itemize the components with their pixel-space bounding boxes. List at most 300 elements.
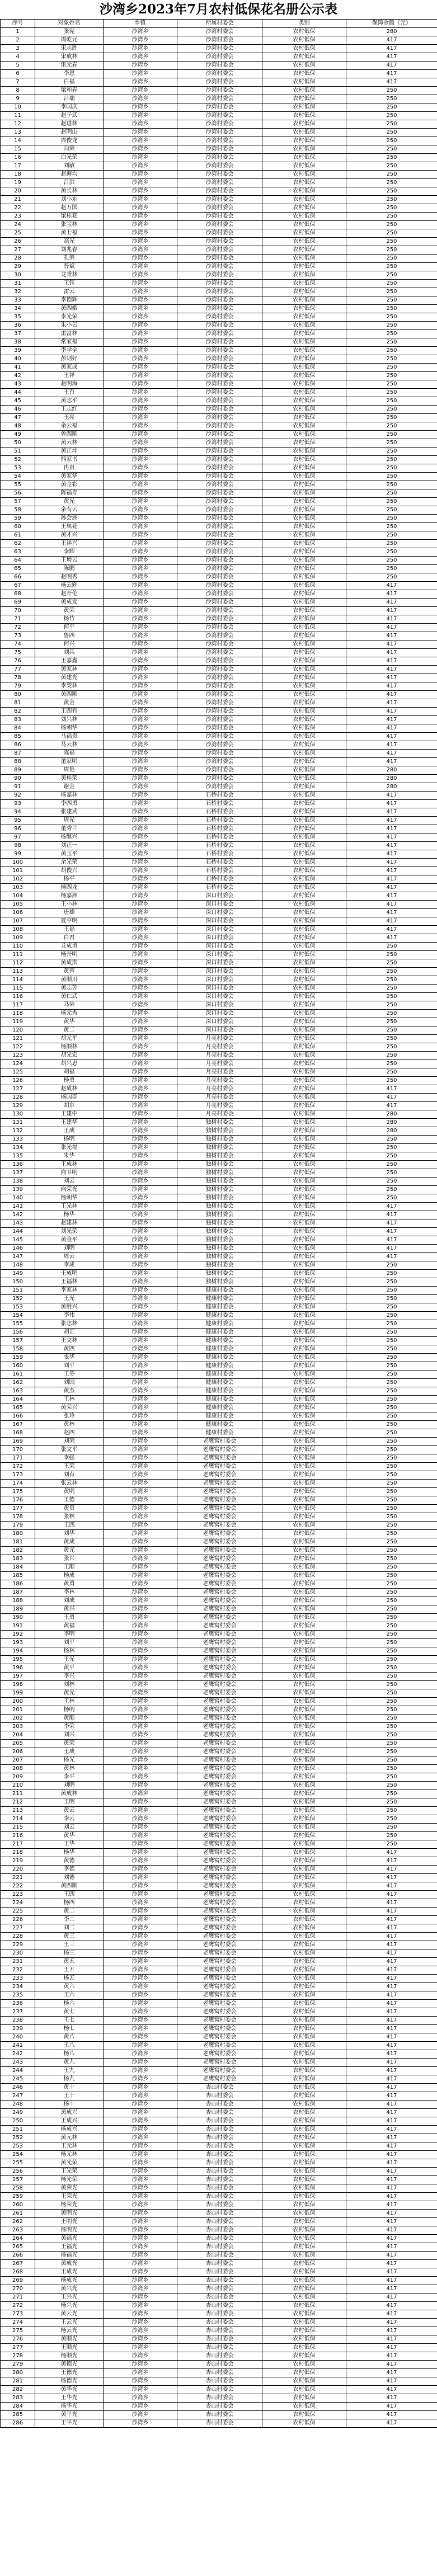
cell-amount: 417 (346, 2134, 437, 2142)
cell-village: 杏山村委会 (177, 2101, 262, 2109)
table-row (1, 1228, 437, 1236)
table-row (1, 1396, 437, 1404)
table-row (1, 473, 437, 481)
table-row (1, 624, 437, 632)
cell-name: 刘明 (35, 1782, 104, 1790)
table-row (1, 2277, 437, 2285)
table-row (1, 708, 437, 716)
cell-township: 沙湾乡 (104, 1798, 177, 1807)
cell-name: 王荣光 (35, 2193, 104, 2201)
cell-amount: 417 (346, 682, 437, 691)
cell-township: 沙湾乡 (104, 582, 177, 590)
table-row (1, 2268, 437, 2277)
cell-amount: 250 (346, 414, 437, 422)
cell-category: 农村低保 (262, 1471, 346, 1480)
cell-village: 老鹰窝村委会 (177, 1597, 262, 1605)
cell-amount: 250 (346, 204, 437, 213)
cell-amount: 250 (346, 1748, 437, 1756)
table-row (1, 1094, 437, 1102)
table-row (1, 1740, 437, 1748)
cell-township: 沙湾乡 (104, 666, 177, 674)
cell-amount: 417 (346, 2377, 437, 2386)
cell-index: 183 (1, 1555, 35, 1564)
cell-index: 72 (1, 624, 35, 632)
cell-village: 杏山村委会 (177, 2235, 262, 2243)
cell-village: 沙湾村委会 (177, 221, 262, 229)
cell-township: 沙湾乡 (104, 238, 177, 246)
cell-village: 老鹰窝村委会 (177, 1782, 262, 1790)
cell-index: 116 (1, 993, 35, 1001)
cell-amount: 417 (346, 632, 437, 641)
cell-amount: 417 (346, 1899, 437, 1908)
cell-name: 王成兴 (35, 2117, 104, 2126)
cell-amount: 250 (346, 1614, 437, 1622)
table-row (1, 1387, 437, 1396)
cell-index: 176 (1, 1496, 35, 1505)
cell-township: 沙湾乡 (104, 1572, 177, 1580)
cell-village: 老鹰窝村委会 (177, 1723, 262, 1731)
cell-village: 老鹰窝村委会 (177, 1849, 262, 1857)
cell-category: 农村低保 (262, 448, 346, 456)
cell-township: 沙湾乡 (104, 1169, 177, 1178)
cell-township: 沙湾乡 (104, 1807, 177, 1815)
cell-category: 农村低保 (262, 1614, 346, 1622)
cell-index: 190 (1, 1614, 35, 1622)
cell-township: 沙湾乡 (104, 2025, 177, 2033)
cell-category: 农村低保 (262, 901, 346, 909)
table-row (1, 2403, 437, 2411)
cell-index: 128 (1, 1094, 35, 1102)
cell-amount: 250 (346, 187, 437, 196)
table-row (1, 2419, 437, 2428)
cell-index: 245 (1, 2075, 35, 2084)
cell-name: 李云 (35, 1815, 104, 1824)
table-row (1, 1077, 437, 1085)
cell-category: 农村低保 (262, 1178, 346, 1186)
table-row (1, 145, 437, 154)
cell-index: 140 (1, 1194, 35, 1203)
cell-township: 沙湾乡 (104, 1345, 177, 1354)
cell-index: 200 (1, 1698, 35, 1706)
cell-township: 沙湾乡 (104, 607, 177, 615)
cell-village: 老鹰窝村委会 (177, 2050, 262, 2059)
cell-township: 沙湾乡 (104, 87, 177, 95)
cell-township: 沙湾乡 (104, 733, 177, 741)
cell-township: 沙湾乡 (104, 1446, 177, 1454)
table-row (1, 338, 437, 347)
cell-index: 174 (1, 1480, 35, 1488)
cell-name: 王七 (35, 2017, 104, 2025)
cell-amount: 417 (346, 666, 437, 674)
cell-township: 沙湾乡 (104, 1555, 177, 1564)
cell-index: 170 (1, 1446, 35, 1454)
cell-township: 沙湾乡 (104, 1404, 177, 1412)
cell-name: 王林 (35, 1698, 104, 1706)
table-row (1, 120, 437, 129)
cell-township: 沙湾乡 (104, 1547, 177, 1555)
cell-index: 195 (1, 1656, 35, 1664)
cell-index: 71 (1, 615, 35, 624)
cell-township: 沙湾乡 (104, 1320, 177, 1329)
cell-township: 沙湾乡 (104, 1211, 177, 1219)
cell-amount: 250 (346, 1681, 437, 1689)
cell-village: 沙湾村委会 (177, 129, 262, 137)
cell-category: 农村低保 (262, 515, 346, 523)
table-row (1, 1622, 437, 1631)
cell-village: 深口村委会 (177, 934, 262, 943)
cell-index: 153 (1, 1303, 35, 1312)
table-row (1, 2168, 437, 2176)
cell-amount: 250 (346, 1698, 437, 1706)
cell-index: 127 (1, 1085, 35, 1094)
cell-township: 沙湾乡 (104, 296, 177, 305)
cell-name: 王云光 (35, 2319, 104, 2327)
cell-amount: 417 (346, 1085, 437, 1094)
cell-village: 独树村委会 (177, 1261, 262, 1270)
cell-amount: 417 (346, 733, 437, 741)
cell-category: 农村低保 (262, 338, 346, 347)
cell-amount: 417 (346, 607, 437, 615)
cell-category: 农村低保 (262, 1975, 346, 1983)
cell-amount: 417 (346, 2050, 437, 2059)
cell-category: 农村低保 (262, 36, 346, 45)
cell-village: 沙湾村委会 (177, 322, 262, 330)
cell-category: 农村低保 (262, 1555, 346, 1564)
cell-amount: 250 (346, 1287, 437, 1295)
table-row (1, 1908, 437, 1916)
cell-amount: 417 (346, 2033, 437, 2042)
table-row (1, 2394, 437, 2403)
cell-township: 沙湾乡 (104, 1631, 177, 1639)
cell-township: 沙湾乡 (104, 1219, 177, 1228)
cell-village: 沙湾村委会 (177, 263, 262, 271)
table-row (1, 2151, 437, 2159)
cell-category: 农村低保 (262, 615, 346, 624)
cell-township: 沙湾乡 (104, 154, 177, 162)
cell-category: 农村低保 (262, 1295, 346, 1303)
table-row (1, 1178, 437, 1186)
cell-amount: 250 (346, 397, 437, 406)
table-row (1, 1345, 437, 1354)
cell-name: 杨平 (35, 875, 104, 884)
cell-township: 沙湾乡 (104, 1756, 177, 1765)
cell-category: 农村低保 (262, 1706, 346, 1715)
cell-village: 独树村委会 (177, 1236, 262, 1245)
cell-amount: 417 (346, 2000, 437, 2008)
cell-amount: 417 (346, 2109, 437, 2117)
cell-village: 老鹰窝村委会 (177, 1773, 262, 1782)
cell-village: 石桥村委会 (177, 833, 262, 842)
table-row (1, 2126, 437, 2134)
cell-name: 黄林 (35, 1765, 104, 1773)
cell-amount: 280 (346, 1110, 437, 1119)
cell-category: 农村低保 (262, 397, 346, 406)
table-row (1, 1631, 437, 1639)
cell-index: 19 (1, 179, 35, 187)
cell-category: 农村低保 (262, 1840, 346, 1849)
cell-category: 农村低保 (262, 1018, 346, 1026)
table-row (1, 1731, 437, 1740)
cell-category: 农村低保 (262, 641, 346, 649)
cell-township: 沙湾乡 (104, 2310, 177, 2319)
cell-index: 112 (1, 959, 35, 968)
cell-township: 沙湾乡 (104, 1178, 177, 1186)
cell-township: 沙湾乡 (104, 699, 177, 708)
cell-township: 沙湾乡 (104, 1916, 177, 1924)
cell-township: 沙湾乡 (104, 1362, 177, 1371)
cell-village: 老鹰窝村委会 (177, 1748, 262, 1756)
cell-name: 刘云 (35, 1824, 104, 1832)
table-row (1, 2042, 437, 2050)
cell-name: 余云福 (35, 422, 104, 431)
cell-township: 沙湾乡 (104, 1673, 177, 1681)
cell-name: 黄云光 (35, 2310, 104, 2319)
cell-village: 沙湾村委会 (177, 666, 262, 674)
cell-name: 黄云 (35, 1807, 104, 1815)
cell-township: 沙湾乡 (104, 1698, 177, 1706)
cell-index: 230 (1, 1949, 35, 1958)
table-row (1, 1614, 437, 1622)
cell-index: 235 (1, 1991, 35, 2000)
cell-village: 老鹰窝村委会 (177, 1572, 262, 1580)
cell-index: 258 (1, 2184, 35, 2193)
table-row (1, 1303, 437, 1312)
cell-village: 深口村委会 (177, 901, 262, 909)
cell-township: 沙湾乡 (104, 825, 177, 833)
cell-village: 沙湾村委会 (177, 112, 262, 120)
cell-village: 老鹰窝村委会 (177, 1908, 262, 1916)
cell-village: 老鹰窝村委会 (177, 1949, 262, 1958)
cell-name: 赵明山 (35, 129, 104, 137)
cell-category: 农村低保 (262, 1446, 346, 1454)
cell-category: 农村低保 (262, 1756, 346, 1765)
cell-name: 王钰 (35, 280, 104, 288)
cell-index: 237 (1, 2008, 35, 2017)
cell-index: 43 (1, 380, 35, 389)
cell-village: 石桥村委会 (177, 875, 262, 884)
cell-name: 黄云林 (35, 439, 104, 448)
cell-amount: 417 (346, 62, 437, 70)
cell-category: 农村低保 (262, 1656, 346, 1664)
cell-category: 农村低保 (262, 364, 346, 372)
cell-village: 沙湾村委会 (177, 699, 262, 708)
cell-township: 沙湾乡 (104, 2109, 177, 2117)
cell-category: 农村低保 (262, 2277, 346, 2285)
cell-category: 农村低保 (262, 1329, 346, 1337)
cell-amount: 250 (346, 213, 437, 221)
cell-township: 沙湾乡 (104, 724, 177, 733)
cell-name: 刘光荣 (35, 1228, 104, 1236)
table-row (1, 2369, 437, 2377)
cell-index: 242 (1, 2050, 35, 2059)
cell-name: 陈福 (35, 750, 104, 758)
cell-amount: 250 (346, 1387, 437, 1396)
cell-village: 石桥村委会 (177, 850, 262, 859)
cell-village: 深口村委会 (177, 1001, 262, 1010)
cell-amount: 250 (346, 1018, 437, 1026)
cell-amount: 417 (346, 2386, 437, 2394)
table-row (1, 1773, 437, 1782)
cell-village: 老鹰窝村委会 (177, 1505, 262, 1513)
cell-amount: 417 (346, 2101, 437, 2109)
cell-category: 农村低保 (262, 355, 346, 364)
cell-name: 黄二 (35, 1026, 104, 1035)
cell-name: 黄成光 (35, 2260, 104, 2268)
cell-index: 141 (1, 1203, 35, 1211)
table-row (1, 666, 437, 674)
cell-name: 王明光 (35, 2218, 104, 2226)
cell-category: 农村低保 (262, 825, 346, 833)
cell-index: 192 (1, 1631, 35, 1639)
table-row (1, 1723, 437, 1731)
cell-index: 142 (1, 1211, 35, 1219)
cell-amount: 250 (346, 1547, 437, 1555)
cell-amount: 250 (346, 498, 437, 506)
cell-index: 104 (1, 892, 35, 901)
table-row (1, 2000, 437, 2008)
cell-village: 老鹰窝村委会 (177, 1790, 262, 1798)
table-row (1, 607, 437, 615)
cell-amount: 250 (346, 221, 437, 229)
table-row (1, 1832, 437, 1840)
cell-index: 130 (1, 1110, 35, 1119)
cell-name: 王顺光 (35, 2344, 104, 2352)
cell-category: 农村低保 (262, 1312, 346, 1320)
cell-category: 农村低保 (262, 1001, 346, 1010)
cell-village: 沙湾村委会 (177, 414, 262, 422)
cell-name: 赵明秀 (35, 573, 104, 582)
cell-township: 沙湾乡 (104, 1564, 177, 1572)
cell-village: 老鹰窝村委会 (177, 1891, 262, 1899)
cell-amount: 417 (346, 615, 437, 624)
cell-village: 沙湾村委会 (177, 229, 262, 238)
cell-name: 王顺 (35, 1564, 104, 1572)
cell-name: 杨国群 (35, 1094, 104, 1102)
cell-index: 129 (1, 1102, 35, 1110)
cell-township: 沙湾乡 (104, 1438, 177, 1446)
cell-index: 219 (1, 1857, 35, 1866)
cell-village: 沙湾村委会 (177, 162, 262, 171)
cell-category: 农村低保 (262, 1597, 346, 1605)
cell-index: 204 (1, 1731, 35, 1740)
cell-village: 老鹰窝村委会 (177, 1958, 262, 1966)
cell-index: 94 (1, 808, 35, 817)
table-row (1, 1278, 437, 1287)
cell-township: 沙湾乡 (104, 448, 177, 456)
cell-village: 独树村委会 (177, 1228, 262, 1236)
cell-village: 沙湾村委会 (177, 280, 262, 288)
cell-village: 老鹰窝村委会 (177, 1866, 262, 1874)
cell-index: 44 (1, 389, 35, 397)
cell-village: 石桥村委会 (177, 825, 262, 833)
cell-name: 王林 (35, 1396, 104, 1404)
cell-category: 农村低保 (262, 666, 346, 674)
cell-index: 117 (1, 1001, 35, 1010)
cell-name: 黄四顺 (35, 1882, 104, 1891)
table-row (1, 699, 437, 708)
cell-index: 66 (1, 573, 35, 582)
cell-amount: 417 (346, 2319, 437, 2327)
cell-name: 李荣 (35, 1723, 104, 1731)
cell-township: 沙湾乡 (104, 1295, 177, 1303)
cell-index: 24 (1, 221, 35, 229)
cell-amount: 417 (346, 2151, 437, 2159)
cell-index: 280 (1, 2369, 35, 2377)
cell-index: 1 (1, 28, 35, 36)
cell-amount: 417 (346, 901, 437, 909)
table-row (1, 565, 437, 573)
cell-name: 龙秉林 (35, 271, 104, 280)
cell-township: 沙湾乡 (104, 2059, 177, 2067)
cell-name: 李伟 (35, 1312, 104, 1320)
table-row (1, 414, 437, 422)
cell-name: 王文林 (35, 1337, 104, 1345)
cell-category: 农村低保 (262, 1236, 346, 1245)
cell-index: 160 (1, 1362, 35, 1371)
cell-township: 沙湾乡 (104, 1605, 177, 1614)
cell-amount: 417 (346, 2252, 437, 2260)
cell-index: 239 (1, 2025, 35, 2033)
cell-category: 农村低保 (262, 1438, 346, 1446)
cell-index: 25 (1, 229, 35, 238)
cell-category: 农村低保 (262, 1832, 346, 1840)
cell-name: 宋成林 (35, 53, 104, 62)
cell-township: 沙湾乡 (104, 1371, 177, 1379)
cell-category: 农村低保 (262, 2193, 346, 2201)
cell-category: 农村低保 (262, 624, 346, 632)
cell-township: 沙湾乡 (104, 196, 177, 204)
cell-category: 农村低保 (262, 1807, 346, 1815)
cell-amount: 417 (346, 892, 437, 901)
table-row (1, 1253, 437, 1261)
cell-index: 150 (1, 1278, 35, 1287)
cell-township: 沙湾乡 (104, 1026, 177, 1035)
cell-amount: 250 (346, 439, 437, 448)
cell-amount: 417 (346, 2142, 437, 2151)
cell-village: 沙湾村委会 (177, 641, 262, 649)
cell-township: 沙湾乡 (104, 204, 177, 213)
cell-name: 李学全 (35, 347, 104, 355)
cell-category: 农村低保 (262, 1412, 346, 1421)
cell-village: 老鹰窝村委会 (177, 1832, 262, 1840)
cell-township: 沙湾乡 (104, 78, 177, 87)
cell-amount: 417 (346, 1924, 437, 1933)
cell-category: 农村低保 (262, 1564, 346, 1572)
cell-name: 黄福光 (35, 2235, 104, 2243)
cell-index: 4 (1, 53, 35, 62)
cell-name: 杨荣光 (35, 2201, 104, 2210)
cell-category: 农村低保 (262, 280, 346, 288)
cell-category: 农村低保 (262, 724, 346, 733)
cell-village: 杏山村委会 (177, 2394, 262, 2403)
cell-index: 152 (1, 1295, 35, 1303)
cell-village: 石桥村委会 (177, 792, 262, 800)
table-row (1, 2109, 437, 2117)
cell-name: 刘国 (35, 1379, 104, 1387)
cell-index: 268 (1, 2268, 35, 2277)
cell-index: 188 (1, 1597, 35, 1605)
cell-category: 农村低保 (262, 750, 346, 758)
cell-name: 胡兴忠 (35, 1060, 104, 1068)
cell-name: 黄胜兴 (35, 1303, 104, 1312)
cell-amount: 417 (346, 1882, 437, 1891)
cell-category: 农村低保 (262, 473, 346, 481)
cell-village: 老鹰窝村委会 (177, 1471, 262, 1480)
cell-village: 老鹰窝村委会 (177, 1681, 262, 1689)
cell-name: 黄金 (35, 699, 104, 708)
cell-village: 沙湾村委会 (177, 565, 262, 573)
cell-category: 农村低保 (262, 1169, 346, 1178)
